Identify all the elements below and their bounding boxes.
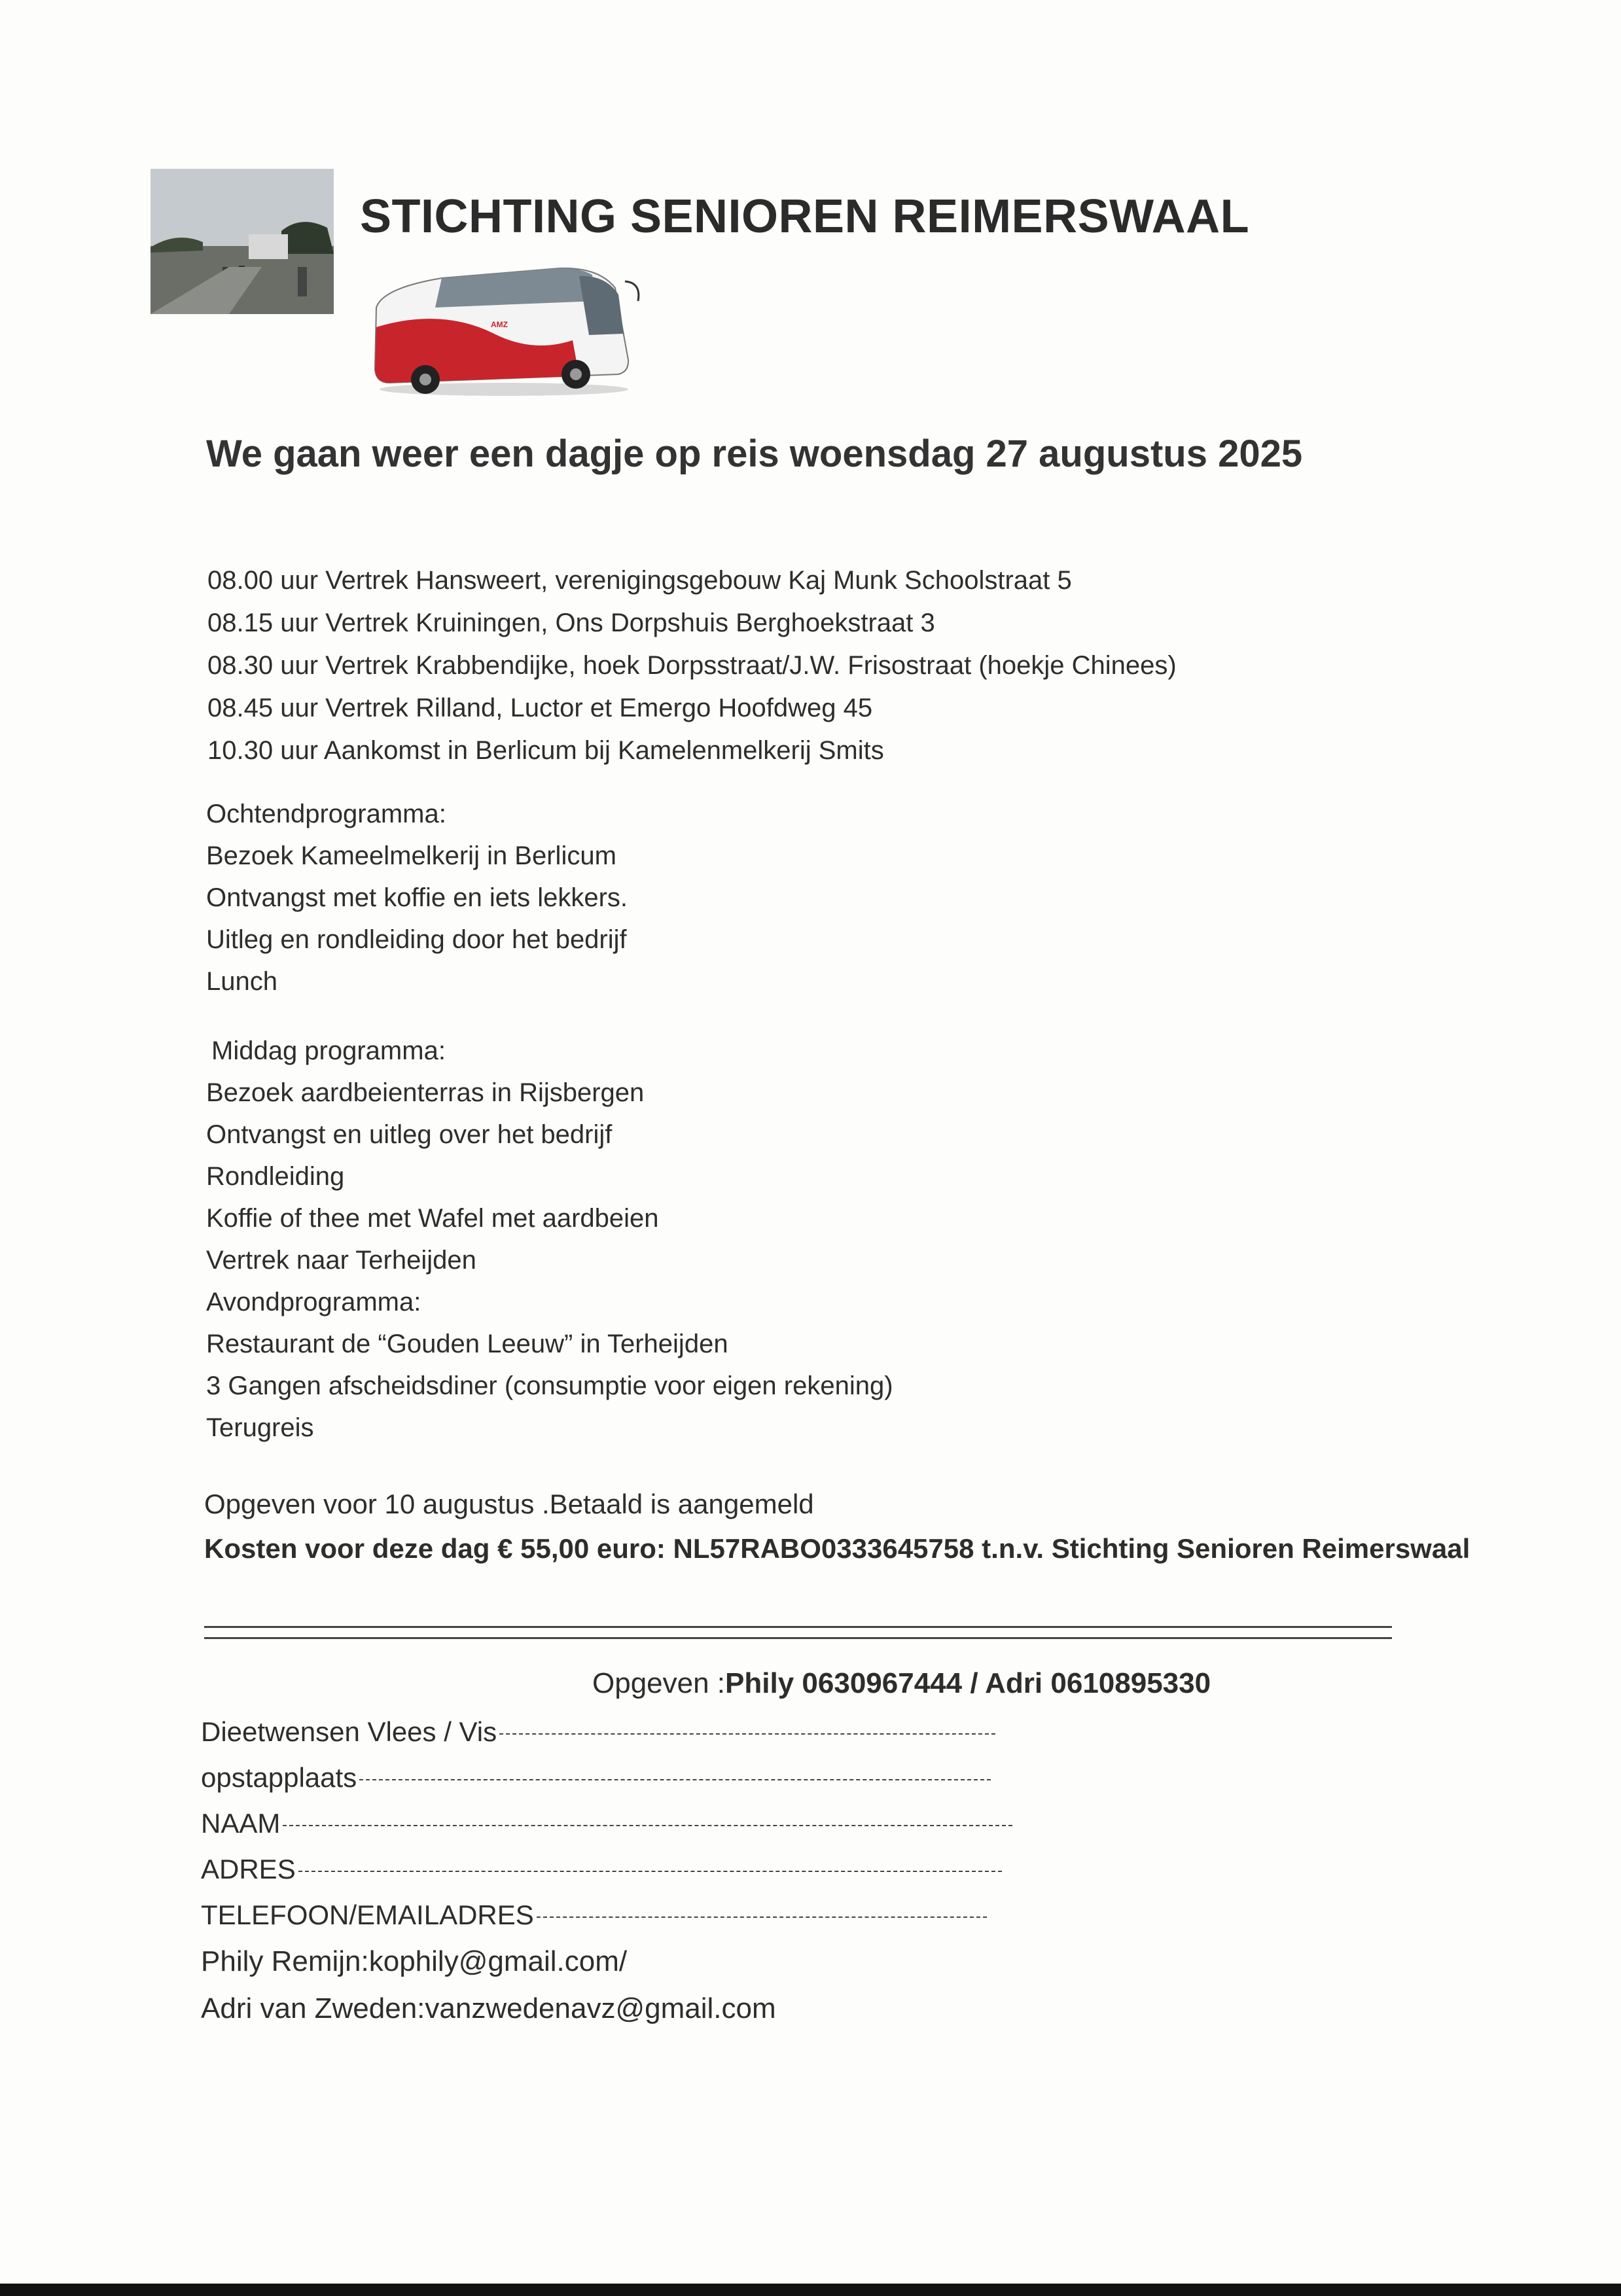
schedule-line: 08.30 uur Vertrek Krabbendijke, hoek Dorpsstraat/J.W. Frisostraat (hoekje Chinees) (207, 651, 1177, 680)
trip-announcement: We gaan weer een dagje op reis woensdag 27 augustus 2025 (206, 433, 1303, 475)
excursion-photo (151, 169, 334, 314)
afternoon-program (206, 1030, 893, 1449)
divider-line (204, 1626, 1392, 1639)
page-title: STICHTING SENIOREN REIMERSWAAL (360, 190, 1250, 243)
program-item: Restaurant de “Gouden Leeuw” in Terheijden (206, 1330, 728, 1358)
email-adri: Adri van Zweden:vanzwedenavz@gmail.com (201, 1992, 776, 2024)
program-item: Bezoek Kameelmelkerij in Berlicum (206, 841, 616, 870)
address-label: ADRES (201, 1854, 296, 1884)
schedule-line: 10.30 uur Aankomst in Berlicum bij Kamelenmelkerij Smits (207, 736, 884, 765)
svg-text:AMZ: AMZ (491, 320, 508, 329)
form-row-address (201, 1846, 1012, 1892)
bus-illustration (363, 262, 645, 399)
program-item: Bezoek aardbeienterras in Rijsbergen (206, 1078, 645, 1107)
contact-label: Opgeven : (592, 1667, 726, 1699)
form-row-boarding (201, 1755, 1012, 1801)
diet-label: Dieetwensen Vlees / Vis (201, 1716, 497, 1747)
phone-email-field[interactable] (537, 1916, 987, 1918)
program-item: 3 Gangen afscheidsdiner (consumptie voor eigen rekening) (206, 1371, 893, 1400)
contact-numbers: Phily 0630967444 / Adri 0610895330 (725, 1667, 1211, 1699)
program-item: Rondleiding (206, 1162, 345, 1191)
scan-edge (0, 2284, 1621, 2296)
contact-emails (201, 1938, 776, 2032)
diet-field[interactable] (499, 1733, 995, 1735)
name-field[interactable] (283, 1825, 1012, 1826)
afternoon-heading: Middag programma: (211, 1036, 446, 1065)
boarding-field[interactable] (359, 1779, 991, 1780)
schedule-line: 08.15 uur Vertrek Kruiningen, Ons Dorpshuis Berghoekstraat 3 (207, 609, 935, 637)
signup-contact (592, 1667, 1211, 1700)
program-item: Ontvangst met koffie en iets lekkers. (206, 883, 628, 912)
name-label: NAAM (201, 1808, 281, 1839)
program-item: Koffie of thee met Wafel met aardbeien (206, 1204, 659, 1233)
boarding-label: opstapplaats (201, 1762, 357, 1793)
program-item: Uitleg en rondleiding door het bedrijf (206, 925, 627, 954)
registration-form (201, 1709, 1012, 1938)
evening-heading: Avondprogramma: (206, 1288, 421, 1316)
form-row-name (201, 1801, 1012, 1846)
schedule-line: 08.00 uur Vertrek Hansweert, verenigingsgebouw Kaj Munk Schoolstraat 5 (207, 566, 1072, 595)
program-item: Ontvangst en uitleg over het bedrijf (206, 1120, 613, 1149)
morning-heading: Ochtendprogramma: (206, 800, 446, 828)
signup-deadline: Opgeven voor 10 augustus .Betaald is aangemeld (204, 1489, 814, 1519)
program-item: Lunch (206, 967, 277, 996)
morning-program (206, 793, 628, 1002)
phone-email-label: TELEFOON/EMAILADRES (201, 1899, 534, 1930)
email-phily: Phily Remijn:kophily@gmail.com/ (201, 1945, 628, 1977)
departure-schedule (207, 559, 1177, 772)
program-item: Vertrek naar Terheijden (206, 1246, 476, 1275)
schedule-line: 08.45 uur Vertrek Rilland, Luctor et Emergo Hoofdweg 45 (207, 694, 873, 722)
program-item: Terugreis (206, 1413, 314, 1442)
address-field[interactable] (298, 1871, 1002, 1872)
form-row-diet (201, 1709, 1012, 1755)
cost-and-iban: Kosten voor deze dag € 55,00 euro: NL57RABO0333645758 t.n.v. Stichting Senioren Reimerswaal (204, 1533, 1470, 1564)
divider-text (204, 1636, 230, 1637)
form-row-phone-email (201, 1892, 1012, 1938)
